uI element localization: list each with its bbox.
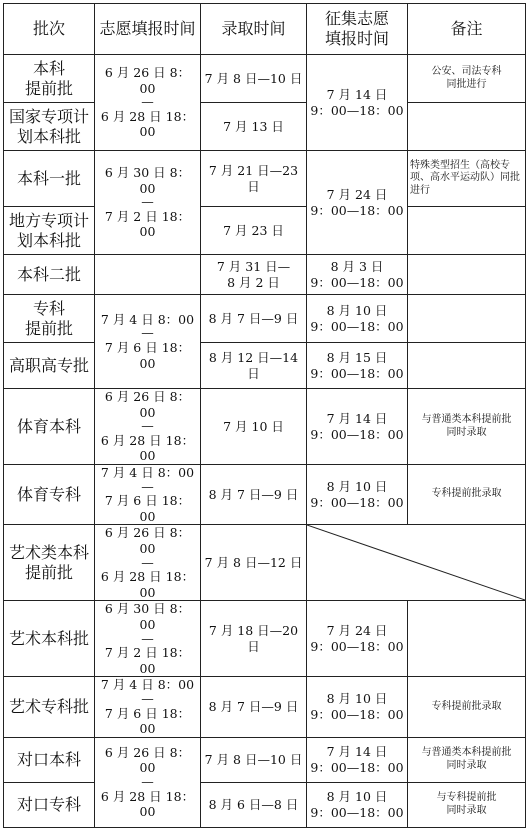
fill-time-cell: [95, 55, 201, 151]
notes-cell: [408, 737, 526, 782]
collect-time: 7 月 14 日 9：00—18：00: [310, 410, 404, 442]
admit-time-cell: 8 月 7 日—9 日: [201, 677, 307, 737]
fill-dash: —: [141, 774, 154, 789]
fill-end: 6 月 28 日 18：00: [100, 108, 195, 140]
admit-time-cell: 7 月 21 日—23 日: [201, 151, 307, 207]
admit-time-cell: 7 月 8 日—10 日: [201, 737, 307, 782]
collect-time-cell: [307, 677, 408, 737]
table-row: [4, 343, 526, 389]
fill-end: 7 月 2 日 18：00: [104, 208, 191, 240]
batch-name: 本科 提前批: [24, 58, 73, 98]
header-fill-time: 志愿填报时间: [95, 4, 201, 55]
batch-name: 地方专项计 划本科批: [8, 210, 89, 250]
notes-cell: [408, 103, 526, 151]
collect-time-cell: [307, 255, 408, 295]
fill-end: 6 月 28 日 18：00: [100, 432, 195, 464]
fill-time-cell: [95, 525, 201, 601]
notes-cell: [408, 207, 526, 255]
fill-time-cell: [95, 389, 201, 465]
batch-cell: [4, 103, 95, 151]
fill-start: 7 月 4 日 8：00: [100, 677, 195, 693]
fill-end: 7 月 6 日 18：00: [104, 705, 191, 737]
collect-time: 7 月 14 日 9：00—18：00: [310, 86, 404, 118]
admit-time-cell: 7 月 8 日—10 日: [201, 55, 307, 103]
fill-end: 7 月 6 日 18：00: [104, 339, 191, 371]
note-text: 特殊类型招生（高校专项、高水平运动队）同批进行: [410, 159, 520, 196]
table-row: [4, 103, 526, 151]
fill-start: 6 月 26 日 8：00: [104, 389, 191, 420]
batch-name: 艺术专科批: [8, 697, 89, 717]
table-row: [4, 601, 526, 677]
fill-end: 7 月 2 日 18：00: [104, 645, 191, 676]
admit-time-cell: 7 月 18 日—20 日: [201, 601, 307, 677]
fill-time-cell: [95, 295, 201, 389]
empty-slash-cell: [307, 525, 526, 601]
batch-cell: [4, 737, 95, 782]
table-row: [4, 207, 526, 255]
table-row: [4, 389, 526, 465]
admit-time-cell: 7 月 10 日: [201, 389, 307, 465]
fill-time-cell: [95, 255, 201, 295]
header-admit-time: 录取时间: [201, 4, 307, 55]
table-header-row: [4, 4, 526, 55]
fill-time-cell: [95, 151, 201, 255]
collect-time-cell: [307, 389, 408, 465]
collect-time: 8 月 10 日 9：00—18：00: [310, 479, 404, 510]
header-collect-time-text: 征集志愿 填报时间: [324, 9, 389, 48]
slash-line: [307, 525, 525, 600]
batch-name: 本科二批: [16, 264, 81, 284]
batch-cell: [4, 601, 95, 677]
batch-cell: [4, 255, 95, 295]
admit-time-cell: 8 月 6 日—8 日: [201, 782, 307, 827]
collect-time-cell: [307, 737, 408, 782]
admit-time-cell: 7 月 8 日—12 日: [201, 525, 307, 601]
batch-cell: [4, 207, 95, 255]
fill-end: 6 月 28 日 18：00: [100, 569, 195, 600]
batch-name: 艺术类本科 提前批: [8, 542, 89, 582]
fill-dash: —: [141, 630, 154, 646]
admission-schedule-table: [3, 3, 526, 828]
fill-dash: —: [141, 478, 154, 494]
admit-time-cell: 7 月 13 日: [201, 103, 307, 151]
admit-time-cell: 8 月 7 日—9 日: [201, 295, 307, 343]
batch-name: 对口本科: [16, 749, 81, 769]
fill-end: 7 月 6 日 18：00: [104, 493, 191, 524]
note-text: 与普通类本科提前批 同时录取: [421, 414, 512, 438]
admit-time-cell: [201, 255, 307, 295]
fill-dash: —: [141, 691, 154, 706]
admit-time-cell: 8 月 7 日—9 日: [201, 465, 307, 525]
table-row: [4, 737, 526, 782]
header-notes: 备注: [408, 4, 526, 55]
batch-name: 体育本科: [16, 416, 81, 436]
batch-name: 艺术本科批: [8, 628, 89, 648]
collect-time-cell: [307, 151, 408, 255]
notes-cell: [408, 782, 526, 827]
notes-cell: [408, 55, 526, 103]
note-text: 专科提前批录取: [431, 488, 502, 500]
table-row: [4, 55, 526, 103]
fill-start: 7 月 4 日 8：00: [100, 311, 195, 327]
batch-cell: [4, 151, 95, 207]
fill-dash: —: [141, 554, 154, 570]
collect-time-cell: [307, 343, 408, 389]
fill-start: 6 月 26 日 8：00: [104, 65, 191, 96]
header-batch: 批次: [4, 4, 95, 55]
notes-cell: [408, 255, 526, 295]
note-text: 与专科提前批 同时录取: [436, 792, 497, 816]
collect-time-cell: [307, 465, 408, 525]
collect-time-cell: [307, 295, 408, 343]
fill-dash: —: [141, 194, 154, 210]
batch-cell: [4, 525, 95, 601]
collect-time-cell: [307, 55, 408, 151]
batch-cell: [4, 465, 95, 525]
collect-time: 8 月 3 日 9：00—18：00: [310, 258, 404, 290]
fill-time-cell: [95, 465, 201, 525]
notes-cell: [408, 343, 526, 389]
fill-start: 6 月 26 日 8：00: [104, 525, 191, 556]
admit-time-cell: 7 月 23 日: [201, 207, 307, 255]
collect-time: 8 月 10 日 9：00—18：00: [310, 302, 404, 334]
note-text: 与普通类本科提前批 同时录取: [421, 747, 512, 771]
table-row: [4, 255, 526, 295]
batch-name: 本科一批: [16, 168, 81, 188]
note-text: 公安、司法专科 同批进行: [431, 66, 502, 90]
notes-cell: [408, 465, 526, 525]
batch-name: 专科 提前批: [24, 298, 73, 338]
admit-time-cell: 8 月 12 日—14 日: [201, 343, 307, 389]
batch-cell: [4, 343, 95, 389]
collect-time: 7 月 24 日 9：00—18：00: [310, 186, 404, 218]
batch-name: 高职高专批: [8, 355, 89, 375]
collect-time: 8 月 10 日 9：00—18：00: [310, 789, 404, 820]
note-text: 专科提前批录取: [431, 700, 502, 712]
fill-dash: —: [141, 418, 154, 434]
fill-start: 7 月 4 日 8：00: [100, 465, 195, 480]
notes-cell: [408, 677, 526, 737]
collect-time-cell: [307, 601, 408, 677]
fill-dash: —: [141, 94, 154, 110]
collect-time: 8 月 15 日 9：00—18：00: [310, 349, 404, 381]
fill-time-cell: [95, 737, 201, 827]
batch-cell: [4, 389, 95, 465]
table-row: [4, 677, 526, 737]
batch-name: 体育专科: [16, 484, 81, 504]
table-row: [4, 295, 526, 343]
collect-time: 7 月 14 日 9：00—18：00: [310, 744, 404, 775]
collect-time: 8 月 10 日 9：00—18：00: [310, 691, 404, 723]
collect-time: 7 月 24 日 9：00—18：00: [310, 623, 404, 654]
fill-start: 6 月 26 日 8：00: [104, 744, 191, 776]
notes-cell: [408, 601, 526, 677]
batch-cell: [4, 677, 95, 737]
table-row: [4, 465, 526, 525]
fill-start: 6 月 30 日 8：00: [104, 601, 191, 632]
collect-time-cell: [307, 782, 408, 827]
notes-cell: [408, 151, 526, 207]
table-row: [4, 525, 526, 601]
fill-dash: —: [141, 325, 154, 341]
batch-cell: [4, 295, 95, 343]
batch-name: 国家专项计 划本科批: [8, 106, 89, 146]
table-row: [4, 782, 526, 827]
batch-cell: [4, 782, 95, 827]
notes-cell: [408, 295, 526, 343]
batch-name: 对口专科: [16, 794, 81, 814]
fill-end: 6 月 28 日 18：00: [100, 788, 195, 820]
notes-cell: [408, 389, 526, 465]
admit-time: 7 月 31 日— 8 月 2 日: [216, 258, 291, 290]
table-row: [4, 151, 526, 207]
fill-time-cell: [95, 677, 201, 737]
fill-start: 6 月 30 日 8：00: [104, 165, 191, 196]
header-collect-time: [307, 4, 408, 55]
fill-time-cell: [95, 601, 201, 677]
batch-cell: [4, 55, 95, 103]
